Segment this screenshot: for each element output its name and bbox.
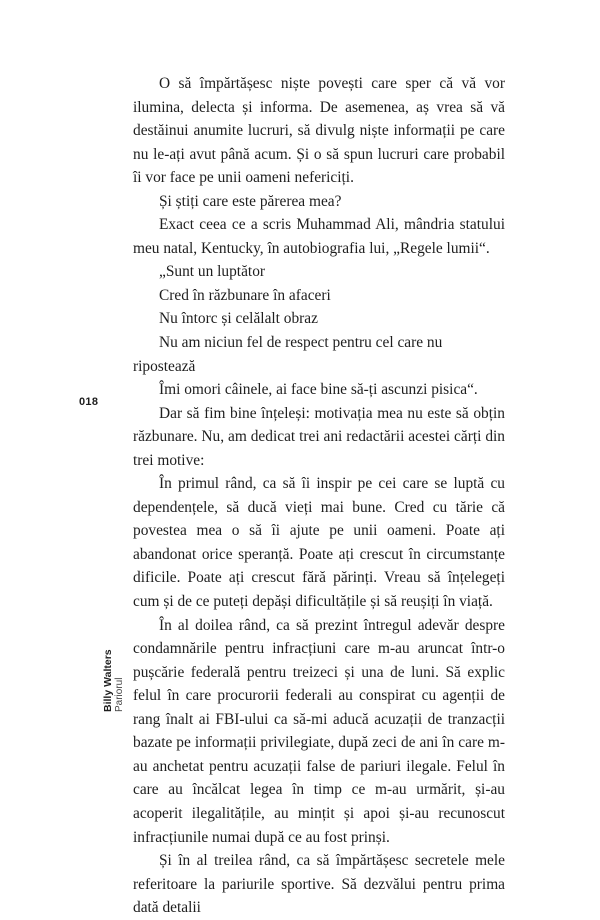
verse-line: Nu am niciun fel de respect pentru cel care nu ripostează xyxy=(133,334,443,375)
verse-line: Nu întorc și celălalt obraz xyxy=(159,310,318,328)
paragraph: Exact ceea ce a scris Muhammad Ali, mândria statului meu natal, Kentucky, în autobiografia lui, „Regele lumii“. xyxy=(133,216,505,257)
paragraph: În primul rând, ca să îi inspir pe cei care se luptă cu dependențele, să ducă vieți mai bune. Cred cu tărie că povestea mea o să îi ajute pe unii oameni. Poate ați abandonat orice speranță. Poate ați crescut în circumstanțe dificile. Poate ați crescut fără părinți. Vreau să înțelegeți cum și de ce puteți depăși dificultățile și să reușiți în viață. xyxy=(133,475,505,611)
page-number: 018 xyxy=(79,396,99,408)
paragraph: O să împărtășesc niște povești care sper că vă vor ilumina, delecta și informa. De asemenea, aș vrea să vă destăinui anumite lucruri, să divulg niște informații pe care nu le-ați avut până acum. Și o să spun lucruri care probabil îi vor face pe unii oameni nefericiți. xyxy=(133,75,505,187)
running-head-author: Billy Walters xyxy=(102,649,114,712)
body-text xyxy=(133,72,505,920)
paragraph: Și știți care este părerea mea? xyxy=(159,192,342,210)
verse-line: „Sunt un luptător xyxy=(159,263,266,281)
running-head xyxy=(102,649,126,712)
paragraph: Dar să fim bine înțeleși: motivația mea nu este să obțin răzbunare. Nu, am dedicat trei ani redactării acestei cărți din trei motive: xyxy=(133,404,505,469)
running-head-book-title: Pariorul xyxy=(114,677,125,712)
paragraph: Și în al treilea rând, ca să împărtășesc secretele mele referitoare la pariurile sportive. Să dezvălui pentru prima dată detalii xyxy=(133,852,505,917)
verse-line: Cred în răzbunare în afaceri xyxy=(159,286,331,304)
paragraph: În al doilea rând, ca să prezint întregul adevăr despre condamnările pentru infracțiuni care m-au aruncat într-o pușcărie federală pentru treizeci și una de luni. Să explic felul în care procurorii federali au conspirat cu agenții de rang înalt ai FBI-ului ca să-mi aducă acuzații de tranzacții bazate pe informații privilegiate, după zeci de ani în care m-au anchetat pentru acuzații false de pariuri ilegale. Felul în care au încălcat legea în timp ce m-au urmărit, și-au acoperit ilegalitățile, au mințit și apoi și-au recunoscut infracțiunile numai după ce au fost prinși. xyxy=(133,616,505,846)
verse-line: Îmi omori câinele, ai face bine să-ți ascunzi pisica“. xyxy=(159,381,478,399)
